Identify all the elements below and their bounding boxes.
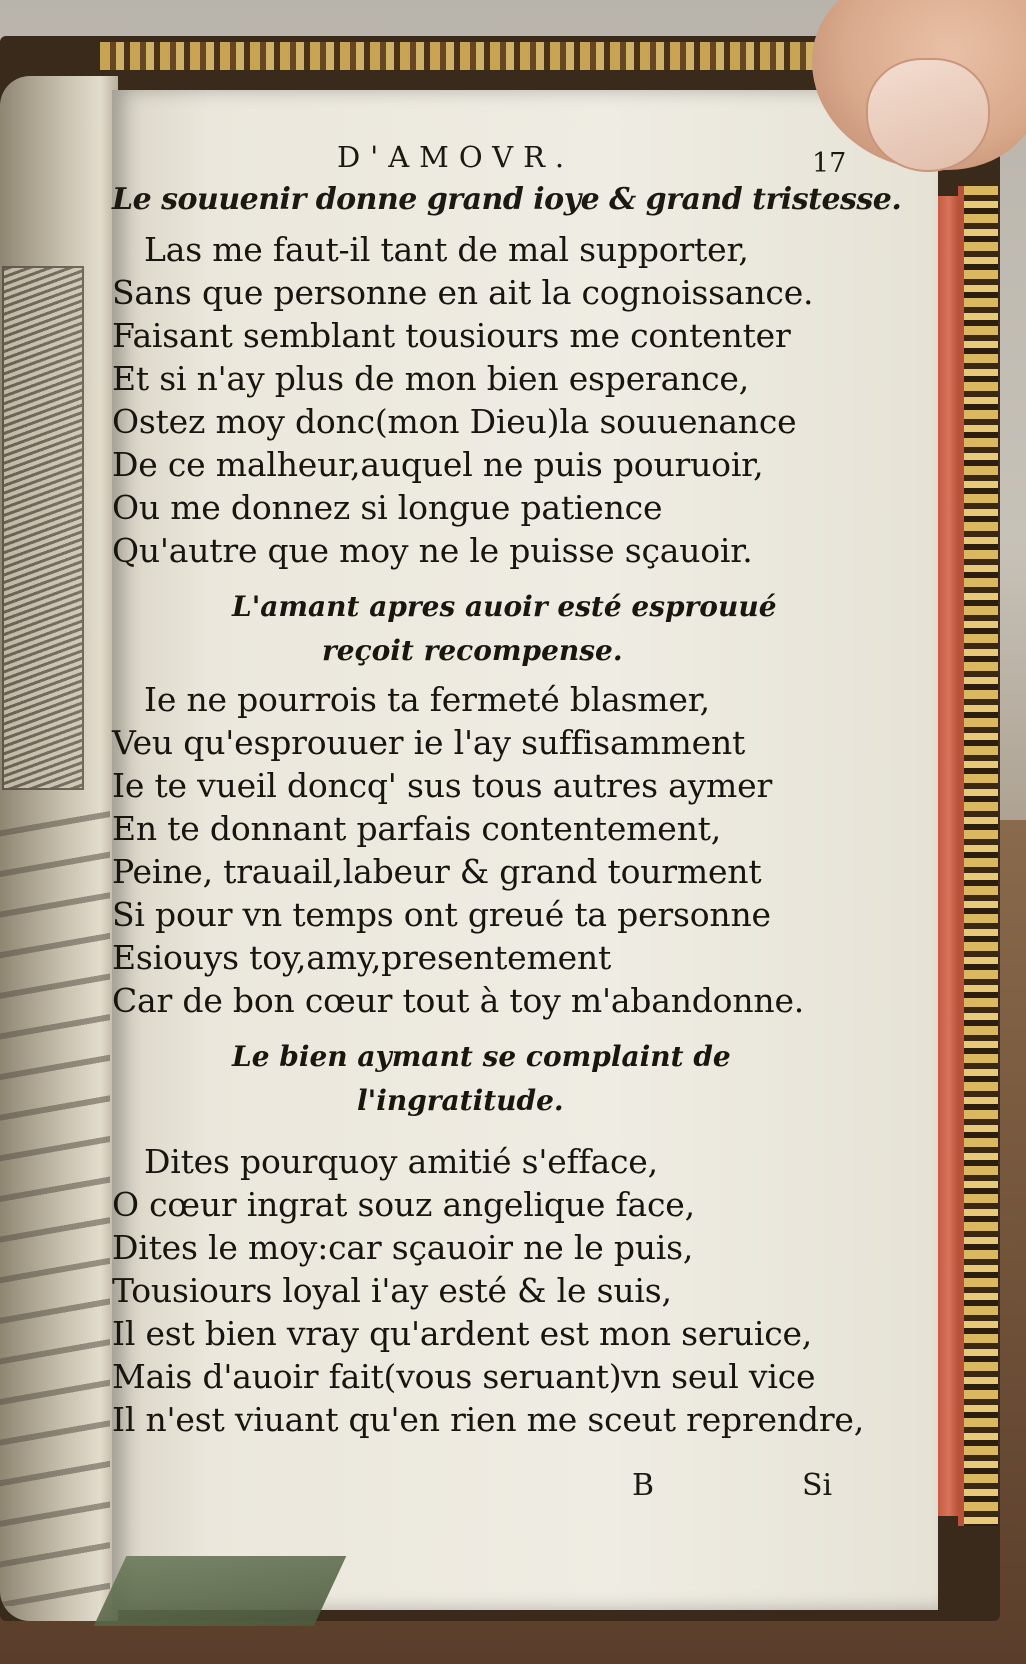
poem-3-title-line-2: l'ingratitude. — [357, 1084, 564, 1117]
poem-1-line: Ou me donnez si longue patience — [112, 488, 663, 527]
poem-2-title-line-1: L'amant apres auoir esté esprouué — [232, 590, 777, 623]
poem-3-line: Mais d'auoir fait(vous seruant)vn seul vice — [112, 1357, 816, 1396]
signature-mark: B — [632, 1468, 655, 1503]
poem-3-line: Tousiours loyal i'ay esté & le suis, — [112, 1271, 672, 1310]
poem-1-line: Qu'autre que moy ne le puisse sçauoir. — [112, 531, 753, 570]
poem-3-line: Dites pourquoy amitié s'efface, — [144, 1142, 658, 1181]
catchword: Si — [802, 1468, 833, 1503]
poem-1-line: Faisant semblant tousiours me contenter — [112, 316, 791, 355]
right-page — [112, 90, 938, 1610]
running-head: D'AMOVR. — [337, 140, 575, 174]
page-number: 17 — [812, 148, 847, 179]
poem-2-line: Veu qu'esprouuer ie l'ay suffisamment — [112, 723, 746, 762]
poem-1-line: De ce malheur,auquel ne puis pouruoir, — [112, 445, 764, 484]
poem-3-line: Il est bien vray qu'ardent est mon seruice, — [112, 1314, 813, 1353]
gilt-edge-top — [100, 42, 900, 70]
left-page-text — [0, 806, 110, 1606]
poem-2-line: Ie ne pourrois ta fermeté blasmer, — [144, 680, 710, 719]
poem-1-line: Las me faut-il tant de mal supporter, — [144, 230, 749, 269]
poem-2-line: Esiouys toy,amy,presentement — [112, 938, 612, 977]
gilt-edge-right — [958, 186, 998, 1526]
thumbnail-nail — [866, 58, 990, 172]
poem-2-line: En te donnant parfais contentement, — [112, 809, 721, 848]
poem-2-title-line-2: reçoit recompense. — [322, 634, 623, 667]
poem-2-line: Car de bon cœur tout à toy m'abandonne. — [112, 981, 805, 1020]
poem-1-line: Sans que personne en ait la cognoissance. — [112, 273, 814, 312]
poem-2-line: Si pour vn temps ont greué ta personne — [112, 895, 771, 934]
poem-3-line: Il n'est viuant qu'en rien me sceut reprendre, — [112, 1400, 865, 1439]
poem-1-title: Le souuenir donne grand ioye & grand tristesse. — [112, 182, 902, 217]
left-page — [0, 76, 118, 1621]
poem-3-line: O cœur ingrat souz angelique face, — [112, 1185, 695, 1224]
bookmark-ribbon — [94, 1556, 347, 1626]
poem-1-line: Ostez moy donc(mon Dieu)la souuenance — [112, 402, 797, 441]
poem-3-title-line-1: Le bien aymant se complaint de — [232, 1040, 731, 1073]
poem-2-line: Peine, trauail,labeur & grand tourment — [112, 852, 762, 891]
poem-3-line: Dites le moy:car sçauoir ne le puis, — [112, 1228, 694, 1267]
book — [0, 36, 1000, 1626]
poem-2-line: Ie te vueil doncq' sus tous autres aymer — [112, 766, 773, 805]
woodcut-illustration — [2, 266, 84, 790]
poem-1-line: Et si n'ay plus de mon bien esperance, — [112, 359, 750, 398]
